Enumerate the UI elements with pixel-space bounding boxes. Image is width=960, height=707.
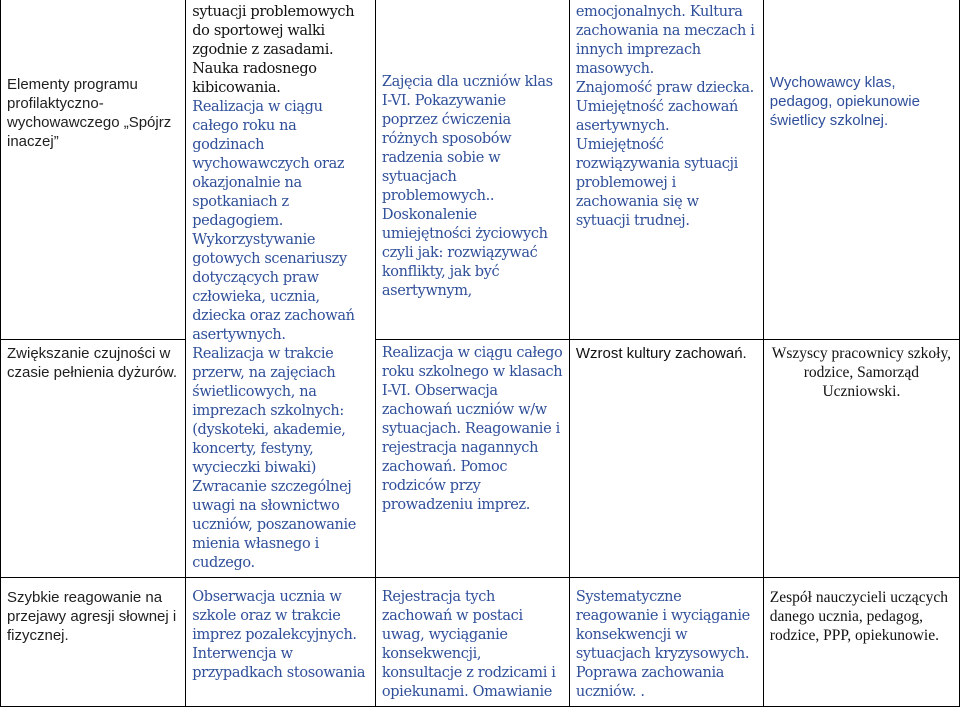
task-cell <box>1 578 186 707</box>
method-text: sytuacji problemowych do sportowej walki zgodnie z zasadami. Nauka radosnego kibicowania. <box>192 4 355 96</box>
table-row <box>1 578 960 707</box>
method-text: Obserwacja ucznia w szkole oraz w trakcie imprez pozalekcyjnych. Interwencja w przypadkach stosowania <box>192 589 366 681</box>
effect-text: Wzrost kultury zachowań. <box>575 344 747 362</box>
table-row <box>1 0 960 339</box>
method-cell <box>186 0 376 578</box>
task-text: Elementy programu profilaktyczno-wychowawczego „Spójrz inaczej” <box>7 76 172 150</box>
form-cell <box>375 0 569 339</box>
task-text: Zwiększanie czujności w czasie pełnienia dyżurów. <box>7 344 178 381</box>
form-text: Rejestracja tych zachowań w postaci uwag, wyciąganie konsekwencji, konsultacje z rodzicami i opiekunami. Omawianie <box>381 589 556 700</box>
task-text: Szybkie reagowanie na przejawy agresji słownej i fizycznej. <box>7 589 177 644</box>
form-cell <box>375 339 569 577</box>
method-text: Realizacja w ciągu całego roku na godzinach wychowawczych oraz okazjonalnie na spotkaniach z pedagogiem. <box>192 99 345 229</box>
form-text: Zajęcia dla uczniów klas I-VI. Pokazywanie poprzez ćwiczenia różnych sposobów radzenia sobie w sytuacjach problemowych.. Doskonalenie umiejętności życiowych czyli jak: rozwiązywać konflikty, jak być asertywnym, <box>381 74 553 299</box>
responsible-cell <box>763 339 959 577</box>
method-text: Wykorzystywanie gotowych scenariuszy dotyczących praw człowieka, ucznia, dziecka oraz zachowań asertywnych. <box>192 232 355 343</box>
effect-cell <box>569 578 763 707</box>
responsible-text: Wszyscy pracownicy szkoły, rodzice, Samorząd Uczniowski. <box>771 344 952 400</box>
form-cell <box>375 578 569 707</box>
method-text: Realizacja w trakcie przerw, na zajęciach świetlicowych, na imprezach szkolnych: (dyskoteki, akademie, koncerty, festyny, wycieczki biwaki) Zwracanie szczególnej uwagi na słownictwo uczniów, poszanowanie mienia własnego i cudzego. <box>192 346 357 571</box>
effect-text: emocjonalnych. Kultura zachowania na meczach i innych imprezach masowych. <box>575 4 755 77</box>
method-cell <box>186 578 376 707</box>
form-text: Realizacja w ciągu całego roku szkolnego w klasach I-VI. Obserwacja zachowań uczniów w/w sytuacjach. Reagowanie i rejestracja nagannych zachowań. Pomoc rodziców przy prowadzeniu imprez. <box>381 344 563 513</box>
effect-text: Systematyczne reagowanie i wyciąganie konsekwencji w sytuacjach kryzysowych. Poprawa zachowania uczniów. . <box>575 589 750 700</box>
effect-cell <box>569 339 763 577</box>
responsible-text: Wychowawcy klas, pedagog, opiekunowie świetlicy szkolnej. <box>769 74 920 129</box>
task-cell <box>1 339 186 577</box>
table-row <box>1 339 960 577</box>
responsible-cell <box>763 0 959 339</box>
task-cell <box>1 0 186 339</box>
responsible-cell <box>763 578 959 707</box>
effect-cell <box>569 0 763 339</box>
effect-text: Znajomość praw dziecka. Umiejętność zachowań asertywnych. Umiejętność rozwiązywania sytuacji problemowej i zachowania się w sytuacji trudnej. <box>575 80 754 229</box>
responsible-text: Zespół nauczycieli uczących danego ucznia, pedagog, rodzice, PPP, opiekunowie. <box>769 589 948 644</box>
